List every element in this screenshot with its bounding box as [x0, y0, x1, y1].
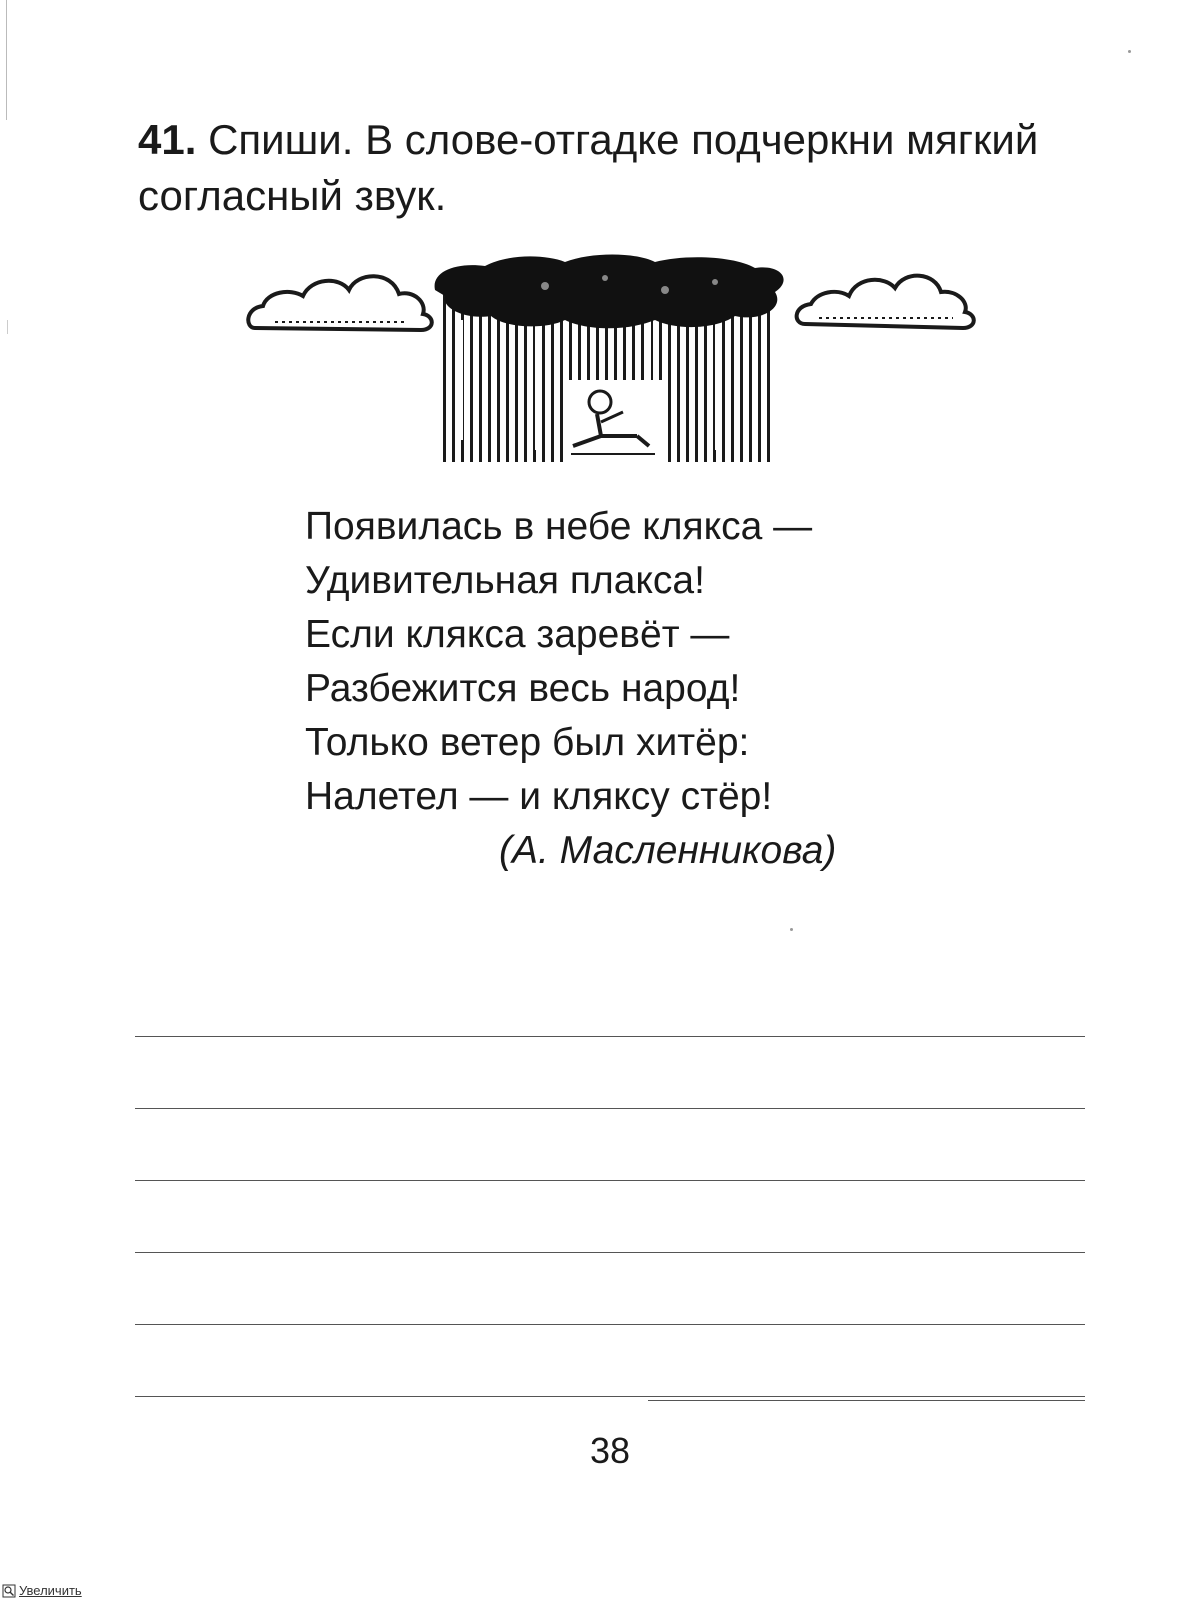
writing-line — [135, 1325, 1085, 1397]
poem-line: Разбежится весь народ! — [305, 667, 741, 710]
poem — [305, 500, 1005, 878]
cloud-icon — [797, 276, 974, 328]
poem-line: Только ветер был хитёр: — [305, 721, 750, 764]
writing-line — [135, 1037, 1085, 1109]
writing-line — [135, 1253, 1085, 1325]
magnifier-icon — [2, 1584, 16, 1598]
writing-line-short — [648, 1400, 1085, 1401]
writing-line — [135, 1181, 1085, 1253]
scan-speck — [790, 928, 793, 931]
writing-line — [135, 965, 1085, 1037]
writing-line — [135, 1109, 1085, 1181]
poem-line: Если клякса заревёт — — [305, 613, 730, 656]
task-heading — [138, 112, 1098, 224]
cloud-icon — [248, 276, 431, 330]
poem-author: (А. Масленникова) — [499, 829, 837, 872]
rain-cloud-illustration — [245, 250, 985, 490]
poem-line: Налетел — и кляксу стёр! — [305, 775, 773, 818]
writing-lines — [135, 965, 1085, 1397]
zoom-link[interactable] — [2, 1582, 82, 1600]
task-instruction: Спиши. В слове-отгадке подчеркни мягкий согласный звук. — [138, 116, 1039, 219]
scan-speck — [1128, 50, 1131, 53]
poem-line: Появилась в небе клякса — — [305, 505, 813, 548]
poem-line: Удивительная плакса! — [305, 559, 705, 602]
page-number: 38 — [589, 1430, 631, 1471]
child-icon — [563, 380, 663, 464]
zoom-link-label[interactable]: Увеличить — [19, 1583, 82, 1598]
task-number: 41. — [138, 116, 197, 163]
scan-edge-mark — [7, 320, 8, 334]
scan-edge-line — [6, 0, 7, 120]
